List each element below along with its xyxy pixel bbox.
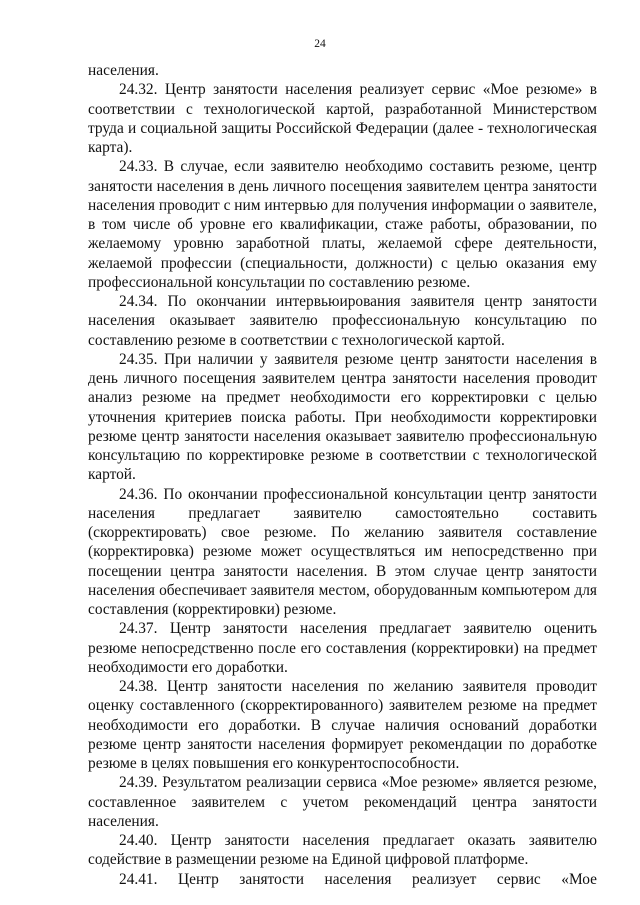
paragraph-24-32: 24.32. Центр занятости населения реализует сервис «Мое резюме» в соответствии с технологической картой, разработанной Министерством труда и социальной защиты Российской Федерации (далее - технологическая карта). bbox=[88, 81, 597, 156]
paragraph-24-37: 24.37. Центр занятости населения предлагает заявителю оценить резюме непосредственно после его составления (корректировки) на предмет необходимости его доработки. bbox=[88, 620, 597, 676]
page-number: 24 bbox=[314, 38, 326, 50]
paragraph-24-41: 24.41. Центр занятости населения реализует сервис «Мое bbox=[119, 870, 597, 888]
paragraph-24-34: 24.34. По окончании интервьюирования заявителя центр занятости населения оказывает заявителю профессиональную консультацию по составлению резюме в соответствии с технологической картой. bbox=[88, 293, 597, 349]
paragraph-24-36: 24.36. По окончании профессиональной консультации центр занятости населения предлагает заявителю самостоятельно составить (скорректировать) свое резюме. По желанию заявителя составление (корректировка) резюме может осуществляться им непосредственно при посещении центра занятости населения. В этом случае центр занятости населения обеспечивает заявителя местом, оборудованным компьютером для составления (корректировки) резюме. bbox=[88, 485, 597, 618]
paragraph-24-33: 24.33. В случае, если заявителю необходимо составить резюме, центр занятости населения в день личного посещения заявителем центра занятости населения проводит с ним интервью для получения информации о заявителе, в том числе об уровне его квалификации, стаже работы, образовании, по желаемому уровню заработной платы, желаемой сфере деятельности, желаемой профессии (специальности, должности) с целью оказания ему профессиональной консультации по составлению резюме. bbox=[88, 158, 597, 291]
document-body bbox=[88, 61, 597, 889]
paragraph-24-35: 24.35. При наличии у заявителя резюме центр занятости населения в день личного посещения заявителем центра занятости населения проводит анализ резюме на предмет необходимости его корректировки с целью уточнения критериев поиска работы. При необходимости корректировки резюме центр занятости населения оказывает заявителю профессиональную консультацию по корректировке резюме в соответствии с технологической картой. bbox=[88, 350, 597, 484]
paragraph-24-40: 24.40. Центр занятости населения предлагает оказать заявителю содействие в размещении резюме на Единой цифровой платформе. bbox=[88, 832, 597, 869]
paragraph-24-38: 24.38. Центр занятости населения по желанию заявителя проводит оценку составленного (скорректированного) заявителем резюме на предмет необходимости его доработки. В случае наличия оснований доработки резюме центр занятости населения формирует рекомендации по доработке резюме в целях повышения его конкурентоспособности. bbox=[88, 678, 597, 772]
paragraph-continuation: населения. bbox=[88, 62, 159, 79]
paragraph-24-39: 24.39. Результатом реализации сервиса «Мое резюме» является резюме, составленное заявителем с учетом рекомендаций центра занятости населения. bbox=[88, 774, 597, 830]
